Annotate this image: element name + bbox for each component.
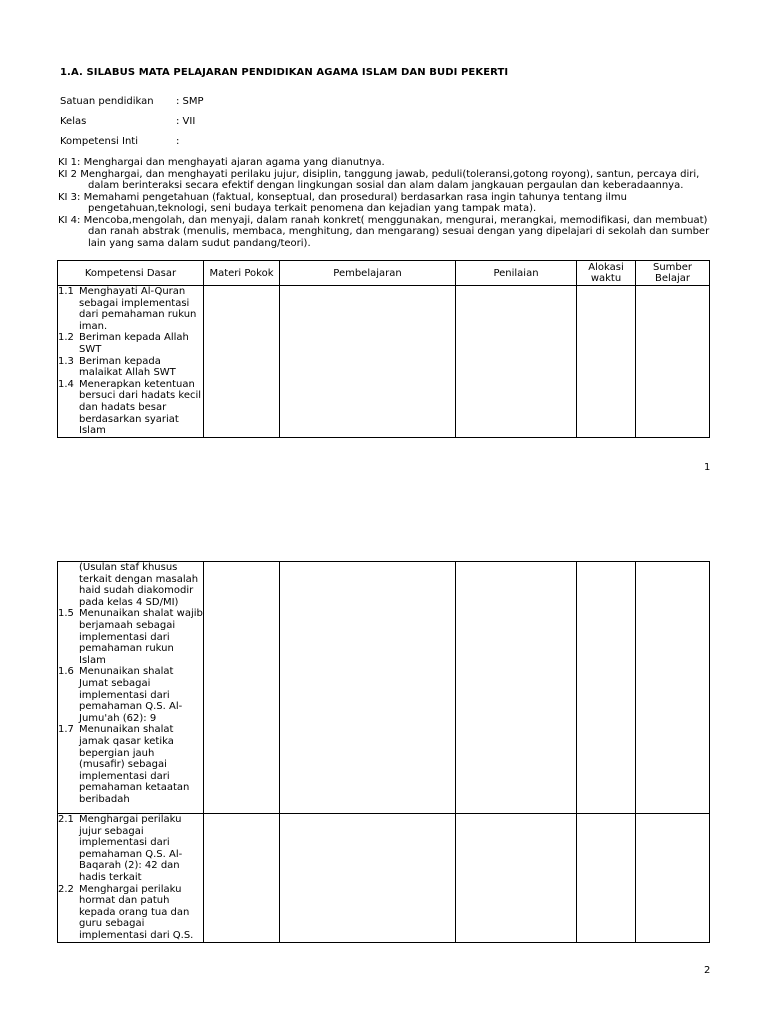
kd-number: 1.5 <box>58 608 74 620</box>
kd-item <box>58 884 203 942</box>
kd-number: 2.1 <box>58 814 74 825</box>
meta-value-satuan: : SMP <box>176 96 204 107</box>
kompetensi-dasar-cell <box>58 562 204 814</box>
page-number: 2 <box>704 965 711 976</box>
kd-text: Menerapkan ketentuan bersuci dari hadats kecil dan hadats besar berdasarkan syariat Islam <box>79 378 202 437</box>
kd-number: 1.2 <box>58 332 74 344</box>
kd-text: Menunaikan shalat Jumat sebagai implementasi dari pemahaman Q.S. Al-Jumu'ah (62): 9 <box>79 666 183 724</box>
pembelajaran-cell <box>280 814 456 943</box>
materi-pokok-cell <box>204 562 280 814</box>
header-alokasi-waktu: Alokasi waktu <box>577 261 636 286</box>
ki-4-line: dan ranah abstrak (menulis, membaca, menghitung, dan mengarang) sesuai dengan yang dipelajari di sekolah dan sumber <box>88 226 710 237</box>
pembelajaran-cell <box>280 286 456 438</box>
sumber-belajar-cell <box>636 286 710 438</box>
meta-value-kompetensi-inti: : <box>176 136 180 147</box>
document-title: 1.A. SILABUS MATA PELAJARAN PENDIDIKAN AGAMA ISLAM DAN BUDI PEKERTI <box>60 67 509 78</box>
kd-text: Menghayati Al-Quran sebagai implementasi dari pemahaman rukun iman. <box>79 286 197 332</box>
ki-4 <box>58 215 710 250</box>
kd-item <box>58 814 203 884</box>
sumber-belajar-cell <box>636 814 710 943</box>
meta-label-kompetensi-inti: Kompetensi Inti <box>60 136 138 147</box>
header-materi-pokok: Materi Pokok <box>204 261 280 286</box>
meta-label-kelas: Kelas <box>60 116 87 127</box>
ki-4-line: KI 4: Mencoba,mengolah, dan menyaji, dalam ranah konkret( menggunakan, mengurai, merangkai, memodifikasi, dan membuat) <box>58 214 708 226</box>
syllabus-table-page1 <box>57 260 710 438</box>
materi-pokok-cell <box>204 286 280 438</box>
sumber-belajar-cell <box>636 562 710 814</box>
ki-1 <box>58 157 710 169</box>
penilaian-cell <box>456 814 577 943</box>
pembelajaran-cell <box>280 562 456 814</box>
header-penilaian: Penilaian <box>456 261 577 286</box>
kd-text: Menghargai perilaku hormat dan patuh kepada orang tua dan guru sebagai implementasi dari Q.S. <box>79 883 194 941</box>
table-row <box>58 286 710 438</box>
kd-text: Menghargai perilaku jujur sebagai implementasi dari pemahaman Q.S. Al-Baqarah (2): 42 dan hadis terkait <box>79 814 183 883</box>
header-sumber-belajar: Sumber Belajar <box>636 261 710 286</box>
kd-number: 1.3 <box>58 355 74 367</box>
ki-3-line: KI 3: Memahami pengetahuan (faktual, konseptual, dan prosedural) berdasarkan rasa ingin tahunya tentang ilmu <box>58 191 627 203</box>
ki-2 <box>58 169 710 192</box>
kd-number: 1.4 <box>58 378 74 390</box>
kd-number: 2.2 <box>58 883 74 895</box>
kd-number: 1.7 <box>58 724 74 736</box>
kd-text: Beriman kepada malaikat Allah SWT <box>79 355 176 379</box>
kompetensi-dasar-cell <box>58 286 204 438</box>
kd-number <box>58 562 79 608</box>
alokasi-waktu-cell <box>577 562 636 814</box>
header-pembelajaran: Pembelajaran <box>280 261 456 286</box>
penilaian-cell <box>456 562 577 814</box>
penilaian-cell <box>456 286 577 438</box>
kd-text: (Usulan staf khusus terkait dengan masalah haid sudah diakomodir pada kelas 4 SD/MI) <box>79 562 199 608</box>
kd-number: 1.6 <box>58 666 74 678</box>
ki-1-line: KI 1: Menghargai dan menghayati ajaran agama yang dianutnya. <box>58 157 385 168</box>
table-header-row <box>58 261 710 286</box>
ki-2-line: KI 2 Menghargai, dan menghayati perilaku jujur, disiplin, tanggung jawab, peduli(toleransi,gotong royong), santun, percaya diri, <box>58 168 700 180</box>
ki-3-line: pengetahuan,teknologi, seni budaya terkait penomena dan kejadian yang tampak mata). <box>88 203 537 214</box>
kompetensi-inti-list <box>58 157 710 249</box>
kd-text: Beriman kepada Allah SWT <box>79 332 189 355</box>
kd-text: Menunaikan shalat wajib berjamaah sebagai implementasi dari pemahaman rukun Islam <box>79 608 203 666</box>
header-kompetensi-dasar: Kompetensi Dasar <box>58 261 204 286</box>
kd-text: Menunaikan shalat jamak qasar ketika bepergian jauh (musafir) sebagai implementasi dari pemahaman ketaatan beribadah <box>79 724 190 805</box>
kd-item <box>58 356 203 379</box>
kompetensi-dasar-cell <box>58 814 204 943</box>
kd-item <box>58 608 203 666</box>
kd-item <box>58 379 203 437</box>
alokasi-waktu-cell <box>577 286 636 438</box>
kd-item <box>58 562 203 608</box>
syllabus-table-page2 <box>57 561 710 943</box>
kd-item <box>58 286 203 332</box>
alokasi-waktu-cell <box>577 814 636 943</box>
ki-4-line: lain yang sama dalam sudut pandang/teori). <box>88 237 311 249</box>
ki-3 <box>58 192 710 215</box>
materi-pokok-cell <box>204 814 280 943</box>
table-row <box>58 814 710 943</box>
table-row <box>58 562 710 814</box>
kd-item <box>58 666 203 724</box>
meta-value-kelas: : VII <box>176 116 196 127</box>
kd-item <box>58 332 203 355</box>
kd-number: 1.1 <box>58 286 74 297</box>
kd-item <box>58 724 203 805</box>
ki-2-line: dalam berinteraksi secara efektif dengan lingkungan sosial dan alam dalam jangkauan pergaulan dan keberadaannya. <box>88 180 684 191</box>
page-number: 1 <box>704 462 711 473</box>
meta-label-satuan: Satuan pendidikan <box>60 96 154 107</box>
